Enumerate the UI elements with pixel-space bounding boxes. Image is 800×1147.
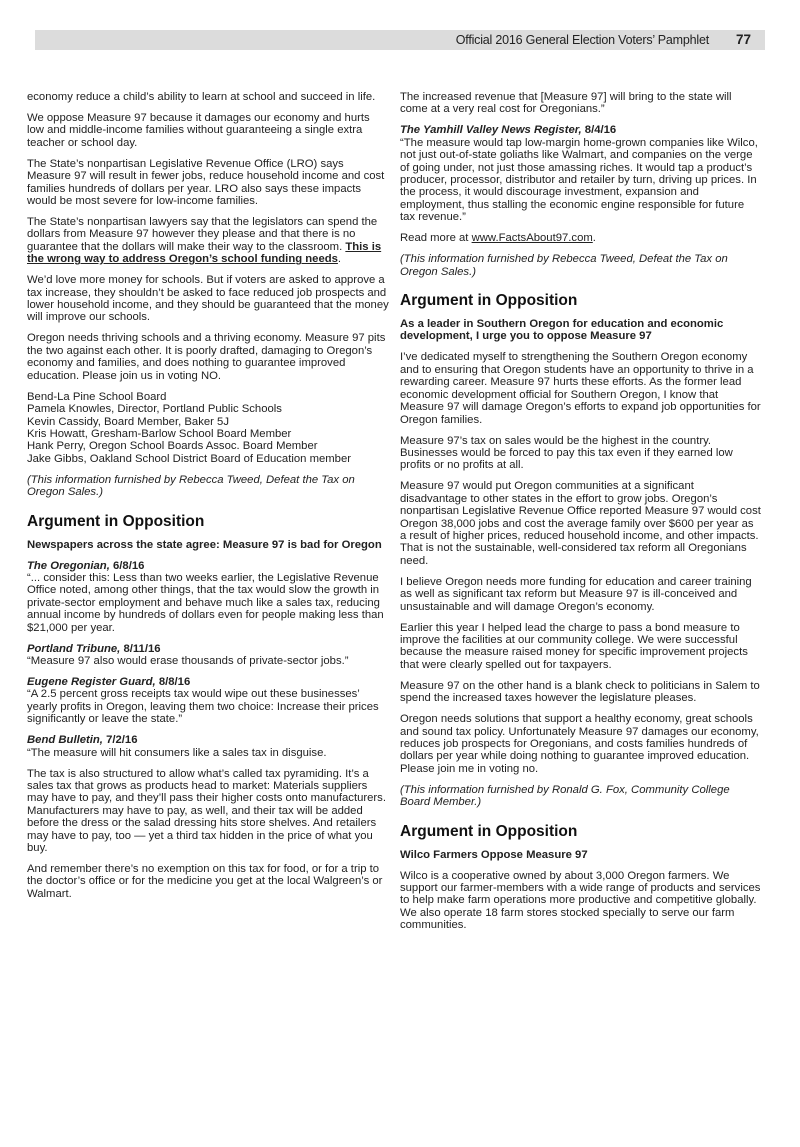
read-more bbox=[400, 232, 762, 244]
quote bbox=[27, 676, 389, 726]
quote bbox=[400, 124, 762, 223]
quote-source: Eugene Register Guard, bbox=[27, 675, 156, 688]
paragraph: economy reduce a child’s ability to learn at school and succeed in life. bbox=[27, 91, 376, 103]
quote bbox=[27, 734, 389, 759]
signer-list bbox=[27, 391, 389, 465]
quote-text: “A 2.5 percent gross receipts tax would wipe out these businesses’ yearly profits in Oregon, leaving them two choice: Increase their prices significantly or leave the state.” bbox=[27, 688, 379, 726]
furnished-by: (This information furnished by Rebecca Tweed, Defeat the Tax on Oregon Sales.) bbox=[400, 253, 728, 278]
quote-text: “The measure would tap low-margin home-grown companies like Wilco, not just out-of-state goliaths like Walmart, and companies on the verge of going under, not just those amassing riches. It would tap a product’s producer, processor, distributor and retailer by turn, driving up prices. In the process, it would discourage investment, expansion and employment, thus stalling the economic engine responsible for future tax revenue.” bbox=[400, 136, 758, 224]
paragraph: We oppose Measure 97 because it damages our economy and hurts low and middle-income families without guaranteeing a single extra teacher or school day. bbox=[27, 112, 370, 149]
quote-text: “Measure 97 also would erase thousands of private-sector jobs.” bbox=[27, 654, 349, 667]
signer: Kris Howatt, Gresham-Barlow School Board Member bbox=[27, 427, 292, 440]
website-link[interactable]: www.FactsAbout97.com bbox=[471, 232, 593, 245]
quote-text: “... consider this: Less than two weeks earlier, the Legislative Revenue Office noted, among other things, that the tax would slow the growth in private-sector employment and behave much like a sales tax, reducing annual income by hundreds of dollars even for people making less than $21,000 per year. bbox=[27, 571, 384, 634]
furnished-by: (This information furnished by Rebecca Tweed, Defeat the Tax on Oregon Sales.) bbox=[27, 473, 355, 499]
paragraph: Measure 97 on the other hand is a blank check to politicians in Salem to spend the increased taxes however the legislature pleases. bbox=[400, 679, 760, 705]
emphasis-text: This is the wrong way to address Oregon’s school funding needs bbox=[27, 240, 382, 266]
section-heading: Argument in Opposition bbox=[27, 512, 205, 530]
paragraph: I believe Oregon needs more funding for education and career training as well as significant tax reform but Measure 97 is ill-conceived and unsustainable and will damage Oregon’s economy. bbox=[400, 575, 752, 613]
subheading: As a leader in Southern Oregon for education and economic development, I urge you to oppose Measure 97 bbox=[400, 318, 724, 343]
signer: Bend-La Pine School Board bbox=[27, 390, 167, 403]
paragraph bbox=[27, 216, 389, 266]
section-heading: Argument in Opposition bbox=[400, 292, 578, 310]
signer: Kevin Cassidy, Board Member, Baker 5J bbox=[27, 415, 229, 428]
signer: Pamela Knowles, Director, Portland Public Schools bbox=[27, 403, 282, 416]
paragraph: And remember there’s no exemption on this tax for food, or for a trip to the doctor’s office or for the medicine you get at the local Walgreen’s or Walmart. bbox=[27, 863, 383, 900]
pamphlet-title: Official 2016 General Election Voters’ Pamphlet bbox=[455, 33, 709, 47]
furnished-by: (This information furnished by Ronald G. Fox, Community College Board Member.) bbox=[400, 783, 730, 809]
quote-source: Bend Bulletin, bbox=[27, 734, 103, 747]
signer: Hank Perry, Oregon School Boards Assoc. Board Member bbox=[27, 440, 318, 453]
section-heading: Argument in Opposition bbox=[400, 822, 578, 840]
paragraph: We’d love more money for schools. But if voters are asked to approve a tax increase, they shouldn’t be asked to face reduced job prospects and lower household income, and they should be guaranteed that the money will improve our schools. bbox=[27, 274, 389, 324]
quote-date: 8/8/16 bbox=[155, 675, 191, 688]
quote-text: “The measure will hit consumers like a sales tax in disguise. bbox=[27, 746, 327, 759]
text: . bbox=[337, 253, 342, 266]
quote-source: Portland Tribune, bbox=[27, 642, 121, 655]
quote-source: The Yamhill Valley News Register, bbox=[400, 124, 582, 137]
page-header bbox=[35, 30, 765, 50]
paragraph: Wilco is a cooperative owned by about 3,000 Oregon farmers. We support our farmer-members with a wide range of products and services to help make farm operations more productive and competitive globally. We also operate 18 farm stores stocked specially to serve our farm communities. bbox=[400, 869, 761, 932]
subheading: Wilco Farmers Oppose Measure 97 bbox=[400, 848, 588, 861]
quote bbox=[27, 643, 389, 668]
paragraph: Measure 97 would put Oregon communities at a significant disadvantage to other states in the effort to grow jobs. Oregon’s nonpartisan Legislative Revenue Office reported Measure 97 would cost Oregon 38,000 jobs and cost the average family over $600 per year as a result of higher prices, reduced household income, and other impacts. That is not the sustainable, well-considered tax reform all Oregonians need. bbox=[400, 480, 761, 567]
signer: Jake Gibbs, Oakland School District Board of Education member bbox=[27, 452, 351, 465]
right-column bbox=[400, 91, 762, 940]
paragraph: I’ve dedicated myself to strengthening the Southern Oregon economy and to ensuring that Oregon students have an opportunity to thrive in a rewarding career. Measure 97 hurts these efforts. As the former lead economic development official for Southern Oregon, I know that Measure 97 will damage Oregon’s efforts to expand job opportunities for Oregon families. bbox=[400, 351, 761, 426]
quote-date: 6/8/16 bbox=[109, 559, 145, 572]
quote-date: 7/2/16 bbox=[102, 734, 138, 747]
paragraph: Oregon needs thriving schools and a thriving economy. Measure 97 pits the two against each other. It is poorly drafted, damaging to Oregon’s economy and families, and does nothing to guarantee improved education. Please join us in voting NO. bbox=[27, 332, 386, 382]
paragraph: Measure 97’s tax on sales would be the highest in the country. Businesses would be forced to pay this tax even if they earned low profits or no profits at all. bbox=[400, 434, 733, 472]
paragraph: Earlier this year I helped lead the charge to pass a bond measure to improve the facilities at our community college. We were successful because the measure raised money for specific improvement projects that were clearly spelled out for taxpayers. bbox=[400, 621, 748, 671]
left-column bbox=[27, 91, 389, 909]
quote-source: The Oregonian, bbox=[27, 559, 110, 572]
text: . bbox=[592, 232, 596, 245]
page-number: 77 bbox=[735, 32, 751, 47]
quote bbox=[27, 560, 389, 634]
text: The State’s nonpartisan lawyers say that the legislators can spend the dollars from Measure 97 however they please and that there is no guarantee that the dollars will make their way to the classroom. bbox=[27, 216, 378, 253]
quote-date: 8/11/16 bbox=[120, 642, 161, 655]
subheading: Newspapers across the state agree: Measure 97 is bad for Oregon bbox=[27, 538, 382, 551]
text: Read more at bbox=[400, 232, 472, 245]
paragraph: The State’s nonpartisan Legislative Revenue Office (LRO) says Measure 97 will result in fewer jobs, reduce household income and cost families hundreds of dollars per year. LRO also says these impacts would be most severe for low-income families. bbox=[27, 157, 385, 208]
paragraph: The tax is also structured to allow what’s called tax pyramiding. It’s a sales tax that grows as products head to market: Materials suppliers may have to pay, and they’ll pass their higher costs onto manufacturers. Manufacturers may have to pay, as well, and their tax will be added before the dress or the salad dressing hits store shelves. And retailers may have to pay, too — yet a third tax hidden in the price of what you buy. bbox=[27, 767, 386, 855]
paragraph: The increased revenue that [Measure 97] will bring to the state will come at a very real cost for Oregonians.” bbox=[400, 91, 732, 116]
quote-date: 8/4/16 bbox=[581, 124, 617, 137]
paragraph: Oregon needs solutions that support a healthy economy, great schools and sound tax policy. Unfortunately Measure 97 damages our economy, reduces job prospects for Oregonians, and costs families hundreds of dollars per year while doing nothing to guarantee improved education. Please join me in voting no. bbox=[400, 713, 759, 775]
